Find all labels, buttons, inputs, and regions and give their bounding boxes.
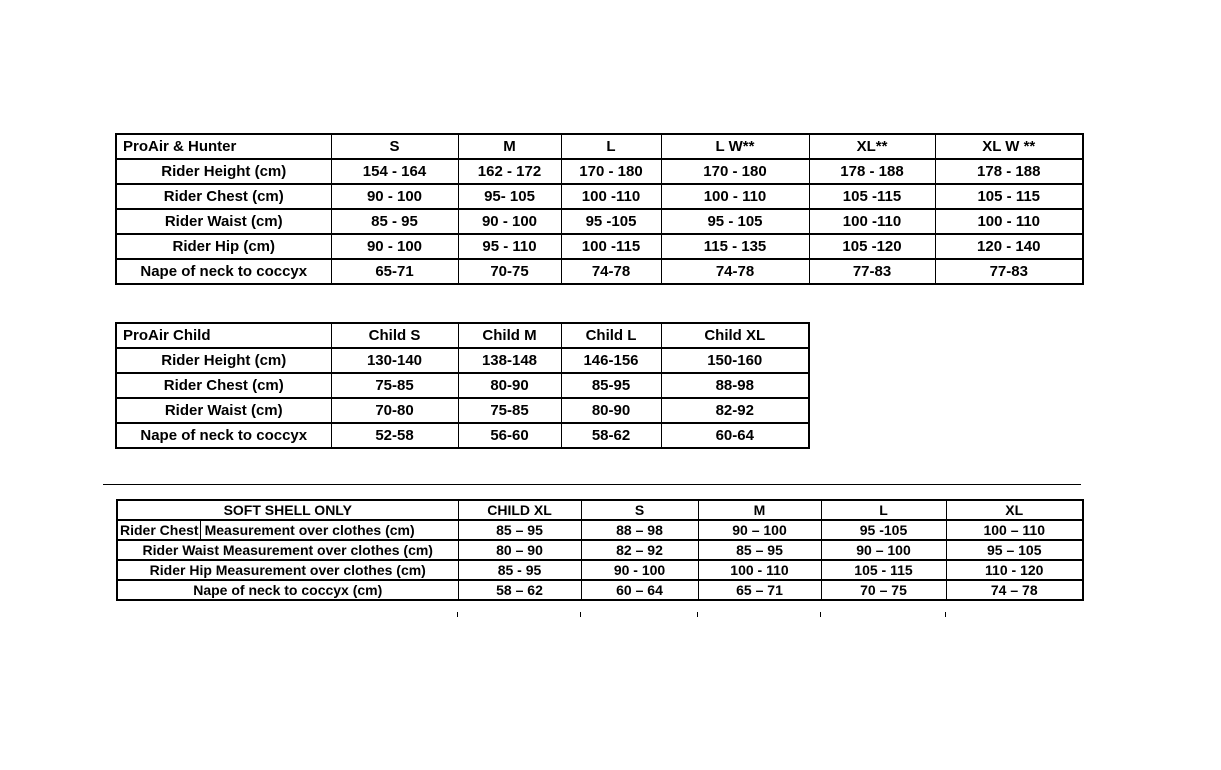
column-header: CHILD XL — [458, 500, 581, 520]
column-header: L — [821, 500, 946, 520]
border-stub — [580, 612, 581, 617]
table-row — [116, 398, 809, 423]
row-label: Rider Waist (cm) — [116, 398, 331, 423]
size-value: 105 -120 — [809, 234, 935, 259]
size-value: 60 – 64 — [581, 580, 698, 600]
size-value: 88-98 — [661, 373, 809, 398]
size-value: 74-78 — [661, 259, 809, 284]
column-header: Child XL — [661, 323, 809, 348]
size-value: 146-156 — [561, 348, 661, 373]
size-value: 120 - 140 — [935, 234, 1083, 259]
size-value: 82-92 — [661, 398, 809, 423]
size-value: 70-75 — [458, 259, 561, 284]
size-value: 90 - 100 — [331, 234, 458, 259]
column-header: S — [581, 500, 698, 520]
table-title: SOFT SHELL ONLY — [117, 500, 458, 520]
size-value: 70-80 — [331, 398, 458, 423]
size-value: 90 - 100 — [581, 560, 698, 580]
column-header: XL W ** — [935, 134, 1083, 159]
size-value: 100 - 110 — [661, 184, 809, 209]
size-value: 110 - 120 — [946, 560, 1083, 580]
size-value: 90 – 100 — [698, 520, 821, 540]
horizontal-rule — [103, 484, 1081, 485]
row-label: Rider Hip Measurement over clothes (cm) — [117, 560, 458, 580]
size-value: 75-85 — [458, 398, 561, 423]
column-header: M — [458, 134, 561, 159]
column-header: Child S — [331, 323, 458, 348]
size-value: 90 - 100 — [331, 184, 458, 209]
row-label-part2: Measurement over clothes (cm) — [204, 522, 415, 538]
row-label-part1: Rider Chest — [120, 522, 199, 538]
size-value: 52-58 — [331, 423, 458, 448]
size-value: 77-83 — [809, 259, 935, 284]
column-header: L — [561, 134, 661, 159]
size-value: 95 -105 — [561, 209, 661, 234]
size-value: 85 - 95 — [331, 209, 458, 234]
table-row — [117, 580, 1083, 600]
size-value: 85 – 95 — [458, 520, 581, 540]
size-value: 85 - 95 — [458, 560, 581, 580]
size-value: 95 -105 — [821, 520, 946, 540]
row-label — [117, 520, 458, 540]
table-row — [116, 184, 1083, 209]
row-label: Rider Chest (cm) — [116, 373, 331, 398]
size-value: 150-160 — [661, 348, 809, 373]
size-value: 138-148 — [458, 348, 561, 373]
size-table-proair-hunter — [115, 133, 1084, 285]
table-title: ProAir Child — [116, 323, 331, 348]
row-label: Nape of neck to coccyx — [116, 423, 331, 448]
size-value: 170 - 180 — [661, 159, 809, 184]
label-divider-line — [200, 520, 201, 540]
table-row — [117, 520, 1083, 540]
size-value: 56-60 — [458, 423, 561, 448]
size-value: 162 - 172 — [458, 159, 561, 184]
size-value: 65-71 — [331, 259, 458, 284]
size-value: 85 – 95 — [698, 540, 821, 560]
table-row — [116, 259, 1083, 284]
size-value: 178 - 188 — [935, 159, 1083, 184]
table-row — [117, 540, 1083, 560]
size-value: 80-90 — [561, 398, 661, 423]
size-value: 80-90 — [458, 373, 561, 398]
size-value: 85-95 — [561, 373, 661, 398]
size-value: 100 -110 — [809, 209, 935, 234]
size-value: 74-78 — [561, 259, 661, 284]
border-stub — [945, 612, 946, 617]
size-value: 58-62 — [561, 423, 661, 448]
size-value: 88 – 98 — [581, 520, 698, 540]
header-row — [116, 134, 1083, 159]
row-label: Nape of neck to coccyx — [116, 259, 331, 284]
size-value: 105 - 115 — [821, 560, 946, 580]
size-value: 105 - 115 — [935, 184, 1083, 209]
row-label: Rider Height (cm) — [116, 348, 331, 373]
size-value: 154 - 164 — [331, 159, 458, 184]
row-label: Rider Waist (cm) — [116, 209, 331, 234]
size-value: 60-64 — [661, 423, 809, 448]
size-value: 65 – 71 — [698, 580, 821, 600]
table-row — [117, 560, 1083, 580]
size-value: 58 – 62 — [458, 580, 581, 600]
column-header: Child M — [458, 323, 561, 348]
size-value: 178 - 188 — [809, 159, 935, 184]
size-value: 95- 105 — [458, 184, 561, 209]
size-value: 115 - 135 — [661, 234, 809, 259]
size-value: 95 – 105 — [946, 540, 1083, 560]
size-value: 90 - 100 — [458, 209, 561, 234]
column-header: Child L — [561, 323, 661, 348]
table-row — [116, 423, 809, 448]
size-value: 95 - 110 — [458, 234, 561, 259]
size-value: 90 – 100 — [821, 540, 946, 560]
row-label-split — [120, 521, 456, 539]
table-row — [116, 348, 809, 373]
row-label: Rider Chest (cm) — [116, 184, 331, 209]
table-title: ProAir & Hunter — [116, 134, 331, 159]
size-value: 82 – 92 — [581, 540, 698, 560]
column-header: S — [331, 134, 458, 159]
size-value: 100 -110 — [561, 184, 661, 209]
size-value: 130-140 — [331, 348, 458, 373]
size-value: 100 -115 — [561, 234, 661, 259]
size-value: 95 - 105 — [661, 209, 809, 234]
table-row — [116, 159, 1083, 184]
size-value: 70 – 75 — [821, 580, 946, 600]
size-value: 74 – 78 — [946, 580, 1083, 600]
row-label: Rider Height (cm) — [116, 159, 331, 184]
header-row — [117, 500, 1083, 520]
border-stub — [820, 612, 821, 617]
table-row — [116, 234, 1083, 259]
size-value: 80 – 90 — [458, 540, 581, 560]
border-stub — [457, 612, 458, 617]
size-table-proair-child — [115, 322, 810, 449]
column-header: L W** — [661, 134, 809, 159]
row-label: Rider Waist Measurement over clothes (cm) — [117, 540, 458, 560]
row-label: Rider Hip (cm) — [116, 234, 331, 259]
size-value: 100 - 110 — [935, 209, 1083, 234]
header-row — [116, 323, 809, 348]
size-value: 75-85 — [331, 373, 458, 398]
size-table-soft-shell-only — [116, 499, 1084, 601]
size-value: 77-83 — [935, 259, 1083, 284]
size-value: 100 - 110 — [698, 560, 821, 580]
column-header: XL** — [809, 134, 935, 159]
size-value: 105 -115 — [809, 184, 935, 209]
table-row — [116, 209, 1083, 234]
column-header: XL — [946, 500, 1083, 520]
border-stub — [697, 612, 698, 617]
table-row — [116, 373, 809, 398]
size-value: 170 - 180 — [561, 159, 661, 184]
row-label: Nape of neck to coccyx (cm) — [117, 580, 458, 600]
column-header: M — [698, 500, 821, 520]
size-value: 100 – 110 — [946, 520, 1083, 540]
